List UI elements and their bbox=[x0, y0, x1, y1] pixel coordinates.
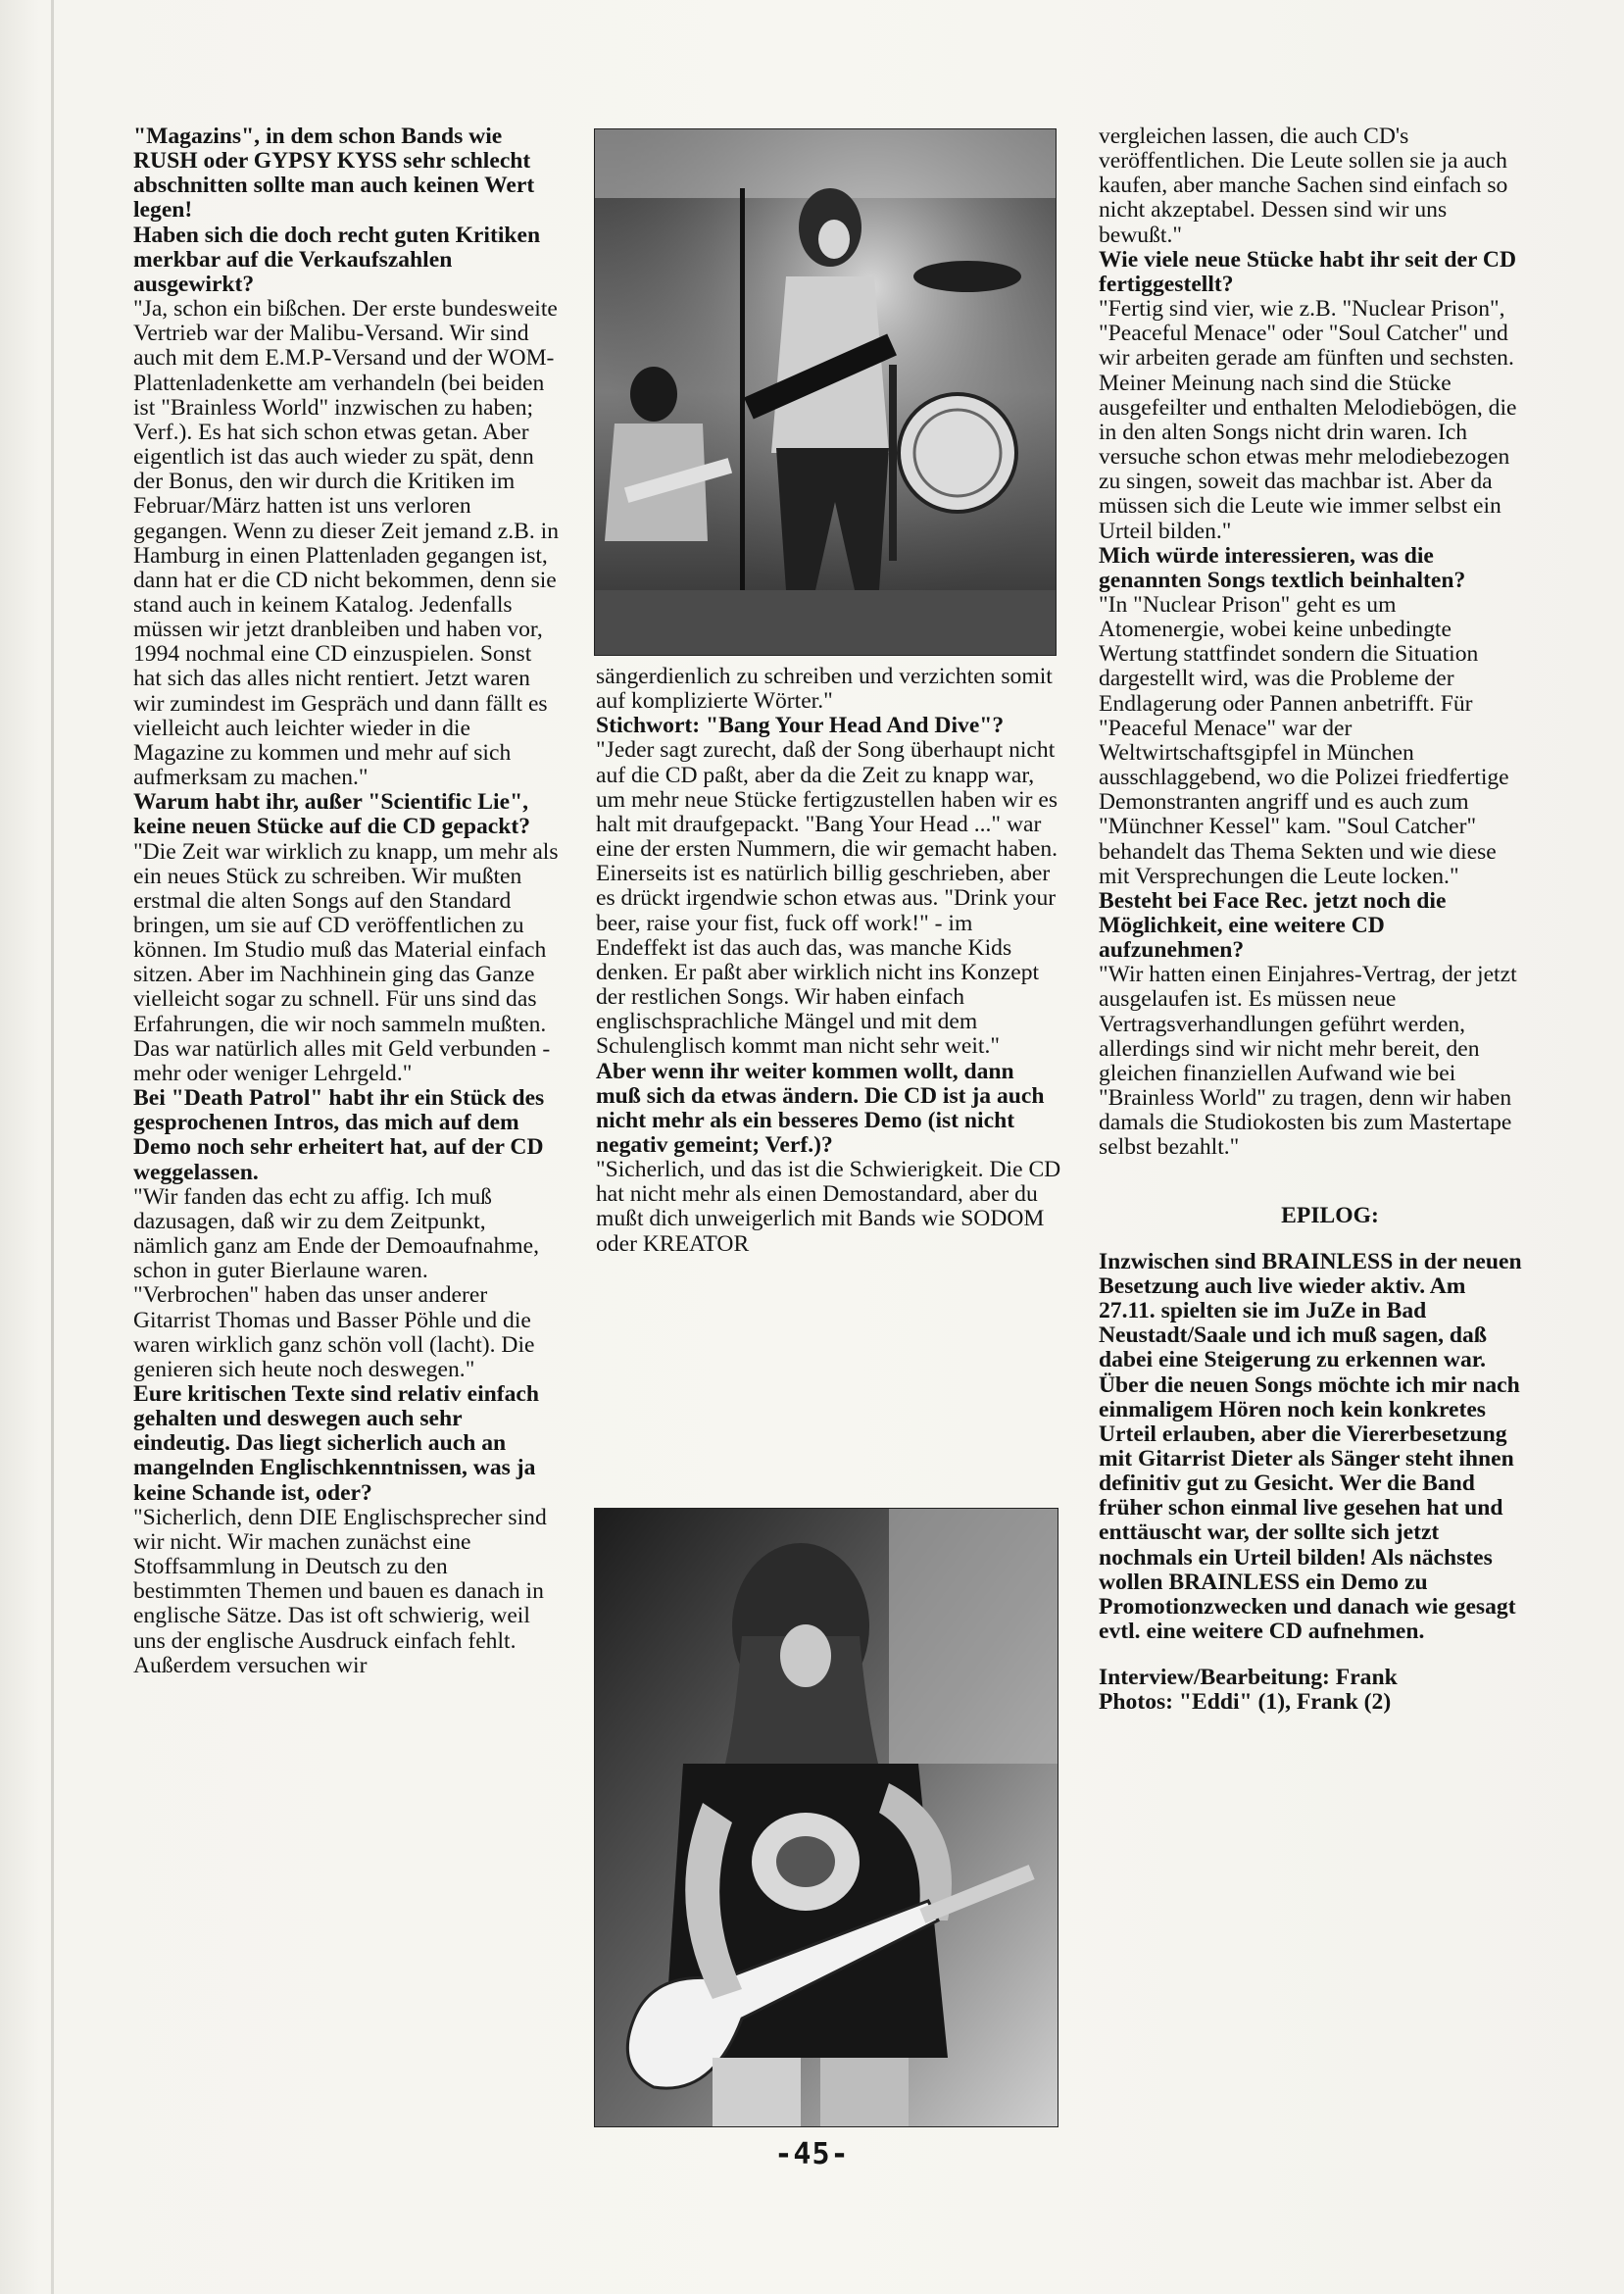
interview-question: Besteht bei Face Rec. jetzt noch die Möglichkeit, eine weitere CD aufzunehmen? bbox=[1099, 887, 1447, 964]
interview-question: Warum habt ihr, außer "Scientific Lie", keine neuen Stücke auf die CD gepackt? bbox=[133, 789, 531, 840]
band-live-photo-2 bbox=[594, 1508, 1058, 2127]
spacer bbox=[1099, 1161, 1522, 1182]
spacer bbox=[1099, 1228, 1522, 1250]
interview-question: Wie viele neue Stücke habt ihr seit der CD fertiggestellt? bbox=[1099, 246, 1516, 297]
interview-answer: "Wir hatten einen Einjahres-Vertrag, der jetzt ausgelaufen ist. Es müssen neue Vertragsverhandlungen geführt werden, allerdings sind wir nicht mehr bereit, den gleichen finanziellen Aufwand wie bei "Brainless World" zu tragen, denn wir haben damals die Studiokosten bis zum Mastertape selbst bezahlt." bbox=[1099, 962, 1517, 1161]
spacer bbox=[1099, 1644, 1522, 1666]
interview-answer: "Ja, schon ein bißchen. Der erste bundesweite Vertrieb war der Malibu-Versand. Wir sind auch mit dem E.M.P-Versand und der WOM-Plattenladenkette am verhandeln (bei beiden ist "Brainless World" inzwischen zu haben; Verf.). Es hat sich schon etwas getan. Aber eigentlich ist das auch wieder zu spät, denn der Bonus, den wir durch die Kritiken im Februar/März hatten ist uns verloren gegangen. Wenn zu dieser Zeit jemand z.B. in Hamburg in einen Plattenladen gegangen ist, dann hat er die CD nicht bekommen, denn sie stand auch in keinem Katalog. Jedenfalls müssen wir jetzt dranbleiben und haben vor, 1994 nochmal eine CD einzuspielen. Sonst hat sich das alles nicht rentiert. Jetzt waren wir zumindest im Gespräch und dann fällt es vielleicht auch leichter wieder in die Magazine zu kommen und mehr auf sich aufmerksam zu machen." bbox=[133, 296, 560, 791]
page-number: -45- bbox=[774, 2137, 850, 2171]
interview-credit: Interview/Bearbeitung: Frank bbox=[1099, 1665, 1398, 1691]
interview-question: Haben sich die doch recht guten Kritiken merkbar auf die Verkaufszahlen ausgewirkt? bbox=[133, 222, 541, 297]
interview-question: Aber wenn ihr weiter kommen wollt, dann muß sich da etwas ändern. Die CD ist ja auch nicht mehr als ein besseres Demo (ist nicht negativ gemeint; Verf.)? bbox=[596, 1058, 1045, 1158]
interview-answer: "Jeder sagt zurecht, daß der Song überhaupt nicht auf die CD paßt, aber da die Zeit zu knapp war, um mehr neue Stücke fertigzustellen haben wir es halt mit draufgepackt. "Bang Your Head ..." war eine der ersten Nummern, die wir gemacht haben. Einerseits ist es natürlich billig geschrieben, aber es drückt irgendwie schon etwas aus. "Drink your beer, raise your fist, fuck off work!" - im Endeffekt ist das auch das, was manche Kids denken. Er paßt aber wirklich nicht ins Konzept der restlichen Songs. Wir haben einfach englischsprachliche Mängel und mit dem Schulenglisch kommt man nicht sehr weit." bbox=[596, 737, 1058, 1060]
interview-answer: "Sicherlich, denn DIE Englischsprecher sind wir nicht. Wir machen zunächst eine Stoffsammlung in Deutsch zu den bestimmten Themen und bauen es danach in englische Sätze. Das ist oft schwierig, weil uns der englische Ausdruck einfach fehlt. Außerdem versuchen wir bbox=[133, 1504, 547, 1678]
left-column bbox=[133, 125, 559, 1678]
interview-answer: vergleichen lassen, die auch CD's veröffentlichen. Die Leute sollen sie ja auch kaufen, aber manche Sachen sind einfach so nicht akzeptabel. Dessen sind wir uns bewußt." bbox=[1099, 124, 1508, 248]
epilog-text: Inzwischen sind BRAINLESS in der neuen Besetzung auch live wieder aktiv. Am 27.11. spielten sie im JuZe in Bad Neustadt/Saale und ich muß sagen, daß dabei eine Steigerung zu erkennen war. Über die neuen Songs möchte ich mir nach einmaligem Hören noch kein konkretes Urteil erlauben, aber die Viererbesetzung mit Gitarrist Dieter als Sänger steht ihnen definitiv gut zu Gesicht. Wer die Band früher schon einmal live gesehen hat und enttäuscht war, der sollte sich jetzt nochmals ein Urteil bilden! Als nächstes wollen BRAINLESS ein Demo zu Promotionzwecken und danach wie gesagt evtl. eine weitere CD aufnehmen. bbox=[1099, 1248, 1522, 1645]
interview-question: Eure kritischen Texte sind relativ einfach gehalten und deswegen auch sehr eindeutig. Das liegt sicherlich auch an mangelnden Englischkenntnissen, was ja keine Schande ist, oder? bbox=[133, 1380, 539, 1506]
interview-answer: "Die Zeit war wirklich zu knapp, um mehr als ein neues Stück zu schreiben. Wir mußten erstmal die alten Songs auf den Standard bringen, um sie auf CD veröffentlichen zu können. Im Studio muß das Material einfach sitzen. Aber im Nachhinein ging das Ganze vielleicht sogar zu schnell. Für uns sind das Erfahrungen, die wir noch sammeln mußten. Das war natürlich alles mit Geld verbunden - mehr oder weniger Lehrgeld." bbox=[133, 838, 559, 1086]
interview-answer: "In "Nuclear Prison" geht es um Atomenergie, wobei keine unbedingte Wertung stattfindet sondern die Situation dargestellt wird, was die Probleme der Endlagerung oder Pannen anbetrifft. Für "Peaceful Menace" war der Weltwirtschaftsgipfel in München ausschlaggebend, wo die Polizei friedfertige Demonstranten angriff und es auch zum "Münchner Kessel" kam. "Soul Catcher" behandelt das Thema Sekten und wie diese mit Versprechungen die Leute locken." bbox=[1099, 591, 1509, 889]
page-spine-shadow bbox=[51, 0, 54, 2294]
interview-answer: "Sicherlich, und das ist die Schwierigkeit. Die CD hat nicht mehr als einen Demostandard, aber du mußt dich unweigerlich mit Bands wie SODOM oder KREATOR bbox=[596, 1157, 1061, 1257]
band-live-photo-1 bbox=[594, 128, 1057, 656]
interview-question: Bei "Death Patrol" habt ihr ein Stück des gesprochenen Intros, das mich auf dem Demo noch sehr erheitert hat, auf der CD weggelassen. bbox=[133, 1085, 545, 1185]
interview-answer: "Wir fanden das echt zu affig. Ich muß dazusagen, daß wir zu dem Zeitpunkt, nämlich ganz am Ende der Demoaufnahme, schon in guter Bierlaune waren. "Verbrochen" haben das unser anderer Gitarrist Thomas und Basser Pöhle und die waren wirklich ganz schön voll (lacht). Die genieren sich heute noch deswegen." bbox=[133, 1183, 540, 1382]
text-paragraph: "Magazins", in dem schon Bands wie RUSH oder GYPSY KYSS sehr schlecht abschnitten sollte man auch keinen Wert legen! bbox=[133, 124, 535, 224]
spacer bbox=[1099, 1182, 1522, 1204]
interview-question: Mich würde interessieren, was die genannten Songs textlich beinhalten? bbox=[1099, 542, 1466, 593]
interview-answer: "Fertig sind vier, wie z.B. "Nuclear Prison", "Peaceful Menace" oder "Soul Catcher" und wir arbeiten gerade am fünften und sechsten. Meiner Meinung nach sind die Stücke ausgefeilter und enthalten Melodiebögen, die in den alten Songs nicht drin waren. Ich versuche schon etwas mehr melodiebezogen zu singen, soweit das machbar ist. Aber da müssen sich die Leute wie immer selbst ein Urteil bilden." bbox=[1099, 296, 1517, 544]
right-column bbox=[1099, 125, 1522, 1716]
middle-column bbox=[596, 665, 1062, 1257]
interview-answer: sängerdienlich zu schreiben und verzichten somit auf komplizierte Wörter." bbox=[596, 664, 1053, 715]
epilog-heading: EPILOG: bbox=[1281, 1202, 1379, 1228]
photo-credit: Photos: "Eddi" (1), Frank (2) bbox=[1099, 1689, 1392, 1716]
interview-question: Stichwort: "Bang Your Head And Dive"? bbox=[596, 713, 1005, 739]
